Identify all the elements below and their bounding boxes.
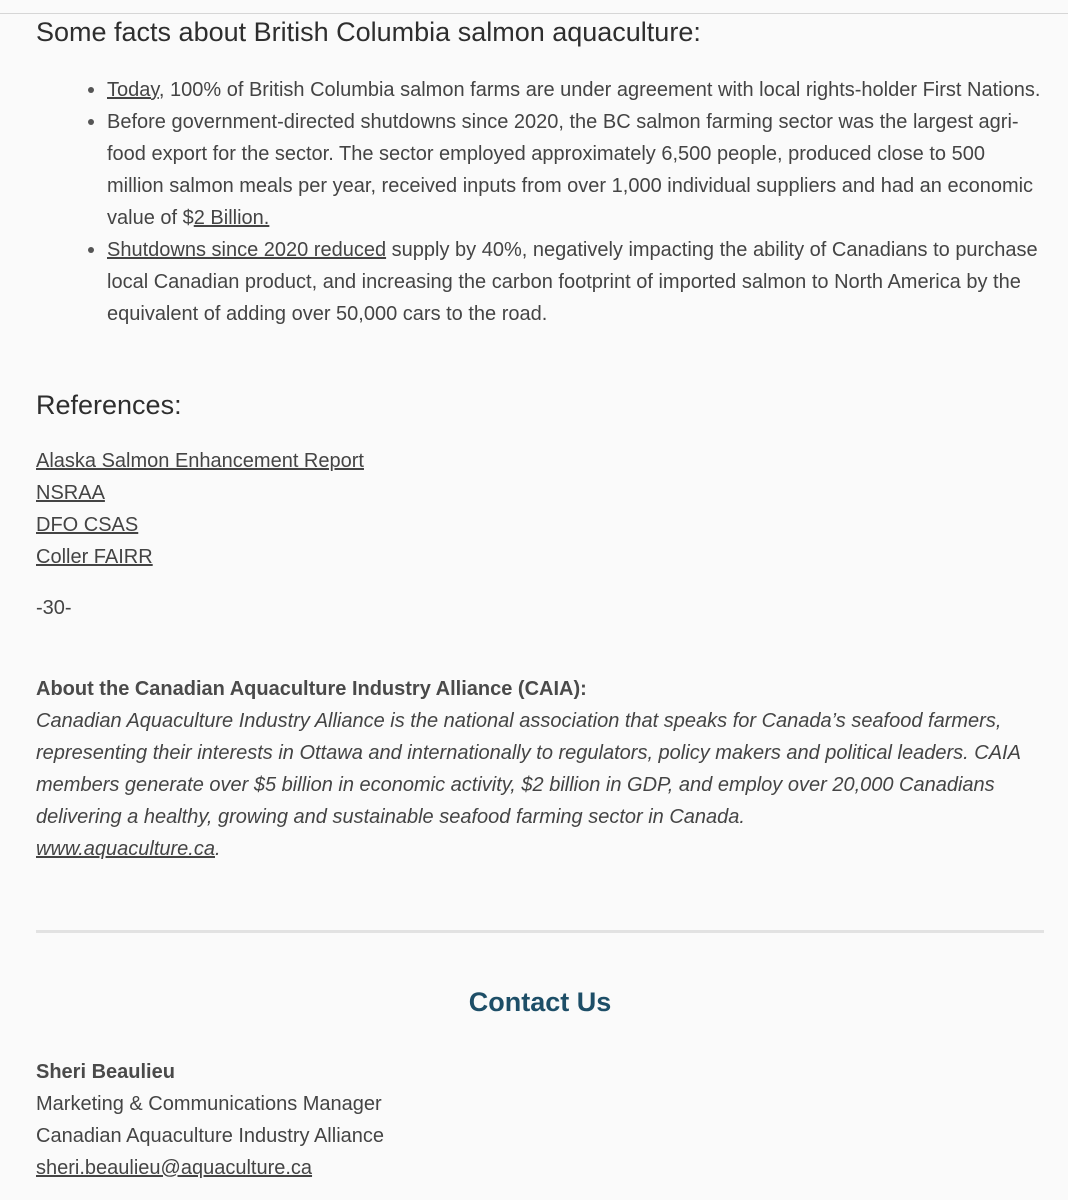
contact-heading: Contact Us (468, 987, 612, 1017)
fact-text-3: supply by 40%, negatively impacting the ability of Canadians to purchase local Canadian product, and increasing the carbon footprint of imported salmon to North America by the equivalent of adding over 50,000 cars to the road. (107, 239, 1038, 325)
about-description: Canadian Aquaculture Industry Alliance is the national association that speaks for Canada’s seafood farmers, representing their interests in Ottawa and internationally to regulators, policy makers and political leaders. CAIA members generate over $5 billion in economic activity, $2 billion in GDP, and employ over 20,000 Canadians delivering a healthy, growing and sustainable seafood farming sector in Canada. (36, 710, 1021, 828)
shutdowns-link[interactable]: Shutdowns since 2020 reduced (107, 239, 387, 261)
fact-item-1 (107, 74, 1046, 106)
about-body (36, 710, 1020, 860)
fact-item-3 (107, 234, 1046, 330)
about-section (36, 673, 1046, 865)
contact-name: Sheri Beaulieu (36, 1061, 175, 1083)
website-suffix: . (214, 838, 221, 860)
reference-link-coller-fairr[interactable]: Coller FAIRR (36, 546, 153, 568)
facts-list (36, 74, 1046, 330)
fact-text-2: Before government-directed shutdowns since 2020, the BC salmon farming sector was the largest agri-food export for the sector. The sector employed approximately 6,500 people, produced close to 500 million salmon meals per year, received inputs from over 1,000 individual suppliers and had an economic value of $ (107, 111, 1034, 229)
two-billion-link[interactable]: 2 Billion. (193, 207, 270, 229)
section-divider (36, 930, 1044, 933)
facts-heading: Some facts about British Columbia salmon aquaculture: (36, 17, 701, 47)
contact-organization: Canadian Aquaculture Industry Alliance (36, 1125, 385, 1147)
contact-email-link[interactable]: sheri.beaulieu@aquaculture.ca (36, 1157, 313, 1179)
about-title: About the Canadian Aquaculture Industry Alliance (CAIA): (36, 678, 587, 700)
reference-link-dfo-csas[interactable]: DFO CSAS (36, 514, 139, 536)
references-heading: References: (36, 390, 182, 420)
fact-item-2 (107, 106, 1046, 234)
contact-title: Marketing & Communications Manager (36, 1093, 382, 1115)
reference-link-nsraa[interactable]: NSRAA (36, 482, 105, 504)
end-mark: -30- (36, 597, 72, 619)
references-list (36, 445, 364, 573)
fact-text-1: , 100% of British Columbia salmon farms are under agreement with local rights-holder First Nations. (158, 79, 1041, 101)
reference-link-alaska-salmon[interactable]: Alaska Salmon Enhancement Report (36, 450, 364, 472)
website-link[interactable]: www.aquaculture.ca (36, 838, 215, 860)
contact-card (36, 1056, 384, 1184)
today-link[interactable]: Today (107, 79, 159, 101)
